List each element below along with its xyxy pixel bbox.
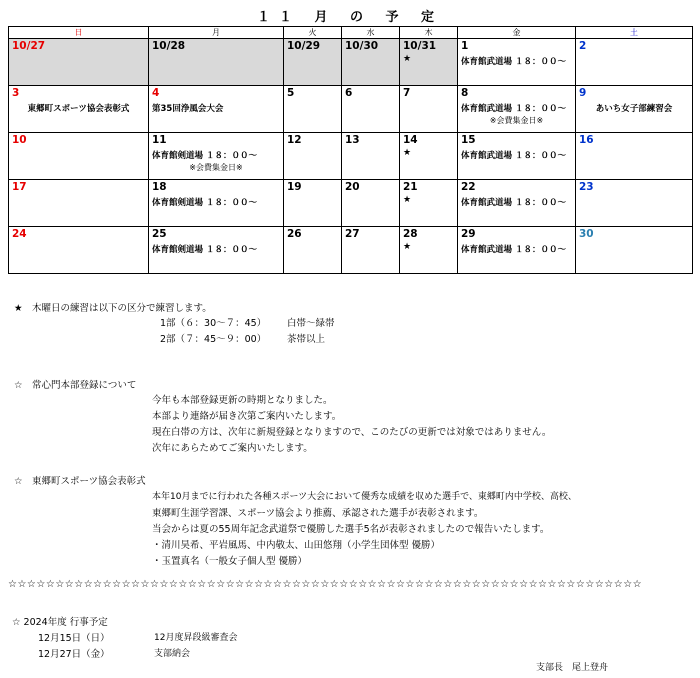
calendar-day-cell	[458, 39, 576, 86]
schedule-event: 12月度昇段級審査会	[154, 633, 238, 643]
day-event: 第35回浄風会大会	[152, 104, 224, 114]
schedule-date: 12月15日（日）	[38, 633, 110, 644]
calendar-day-cell	[149, 133, 284, 180]
day-number: 10/28	[152, 40, 186, 52]
calendar-day-cell	[9, 180, 149, 227]
day-number: 11	[152, 134, 167, 146]
calendar-day-cell	[149, 180, 284, 227]
day-number: 22	[461, 181, 476, 193]
award-line: ・清川昊希、平岩風馬、中内敬太、山田悠翔（小学生団体型 優勝）	[152, 540, 441, 551]
calendar-week-row	[9, 180, 693, 227]
day-number: 5	[287, 87, 295, 99]
joshinmon-line: 今年も本部登録更新の時期となりました。	[152, 395, 333, 406]
calendar-day-cell	[342, 227, 400, 274]
thursday-row1-time: 1部（６：30～７：45）	[160, 318, 267, 329]
calendar-day-cell	[458, 133, 576, 180]
award-line: 当会からは夏の55周年記念武道祭で優勝した選手5名が表彰されましたので報告いたします。	[152, 524, 550, 535]
calendar-day-cell	[458, 180, 576, 227]
calendar-day-cell	[576, 86, 693, 133]
joshinmon-line: 現在白帯の方は、次年に新規登録となりますので、このたびの更新では対象ではありません。	[152, 427, 552, 438]
day-number: 6	[345, 87, 353, 99]
day-number: 1	[461, 40, 469, 52]
calendar-week-row	[9, 133, 693, 180]
calendar-day-cell	[284, 227, 342, 274]
day-event: 体育館武道場 １８：００～	[461, 198, 566, 208]
day-number: 10/27	[12, 40, 46, 52]
calendar-day-cell	[342, 133, 400, 180]
day-number: 13	[345, 134, 360, 146]
practice-star-icon: ★	[403, 195, 412, 205]
calendar-day-cell	[342, 39, 400, 86]
day-number: 20	[345, 181, 360, 193]
day-number: 2	[579, 40, 587, 52]
day-number: 10/29	[287, 40, 321, 52]
practice-star-icon: ★	[403, 242, 412, 252]
calendar-day-cell	[9, 133, 149, 180]
day-number: 19	[287, 181, 302, 193]
weekday-wed: 水	[342, 27, 400, 39]
day-event: 体育館武道場 １８：００～	[461, 245, 566, 255]
weekday-thu: 木	[400, 27, 458, 39]
thursday-row2-time: 2部（７：45～９：00）	[160, 334, 267, 345]
calendar-week-row	[9, 39, 693, 86]
calendar-day-cell	[9, 39, 149, 86]
thursday-note-heading: ★ 木曜日の練習は以下の区分で練習します。	[14, 303, 212, 314]
day-number: 17	[12, 181, 27, 193]
schedule-heading: ☆ 2024年度 行事予定	[12, 617, 108, 628]
schedule-event: 支部納会	[154, 649, 191, 659]
weekday-sat: 土	[576, 27, 693, 39]
calendar-day-cell	[400, 86, 458, 133]
calendar-day-cell	[576, 180, 693, 227]
calendar-day-cell	[149, 86, 284, 133]
award-heading: ☆ 東郷町スポーツ協会表彰式	[14, 476, 146, 487]
day-event: 体育館剣道場 １８：００～	[152, 198, 257, 208]
joshinmon-heading: ☆ 常心門本部登録について	[14, 380, 137, 391]
day-number: 18	[152, 181, 167, 193]
award-line: 東郷町生涯学習課、スポーツ協会より推薦、承認された選手が表彰されます。	[152, 508, 484, 519]
day-event: 体育館剣道場 １８：００～	[152, 151, 257, 161]
calendar-day-cell	[458, 227, 576, 274]
day-number: 25	[152, 228, 167, 240]
practice-star-icon: ★	[403, 148, 412, 158]
calendar-day-cell	[284, 133, 342, 180]
day-number: 23	[579, 181, 594, 193]
day-number: 10	[12, 134, 27, 146]
calendar-day-cell	[400, 39, 458, 86]
calendar-day-cell	[149, 227, 284, 274]
day-number: 8	[461, 87, 469, 99]
calendar-day-cell	[400, 133, 458, 180]
day-note: ※会費集金日※	[489, 116, 544, 125]
calendar-day-cell	[576, 133, 693, 180]
weekday-sun: 日	[9, 27, 149, 39]
calendar-day-cell	[149, 39, 284, 86]
calendar-day-cell	[400, 180, 458, 227]
schedule-date: 12月27日（金）	[38, 649, 110, 660]
calendar-day-cell	[342, 180, 400, 227]
day-number: 30	[579, 228, 594, 240]
day-number: 26	[287, 228, 302, 240]
day-note: ※会費集金日※	[189, 163, 243, 172]
day-event: 東郷町スポーツ協会表彰式	[27, 104, 130, 114]
day-number: 12	[287, 134, 302, 146]
joshinmon-line: 次年にあらためてご案内いたします。	[152, 443, 313, 454]
thursday-row1-level: 白帯～緑帯	[287, 318, 335, 329]
day-number: 14	[403, 134, 418, 146]
star-divider: ☆☆☆☆☆☆☆☆☆☆☆☆☆☆☆☆☆☆☆☆☆☆☆☆☆☆☆☆☆☆☆☆☆☆☆☆☆☆☆☆☆☆☆☆☆☆☆☆☆☆☆☆☆☆☆☆☆☆☆☆☆☆☆☆☆☆☆	[8, 579, 643, 590]
day-number: 21	[403, 181, 418, 193]
calendar-day-cell	[342, 86, 400, 133]
calendar-day-cell	[284, 180, 342, 227]
day-number: 10/30	[345, 40, 379, 52]
calendar-day-cell	[458, 86, 576, 133]
weekday-tue: 火	[284, 27, 342, 39]
joshinmon-line: 本部より連絡が届き次第ご案内いたします。	[152, 411, 342, 422]
day-number: 9	[579, 87, 587, 99]
day-number: 15	[461, 134, 476, 146]
day-event: あいち女子部練習会	[595, 104, 673, 114]
calendar-day-cell	[576, 39, 693, 86]
day-number: 10/31	[403, 40, 437, 52]
thursday-row2-level: 茶帯以上	[287, 334, 326, 345]
calendar-day-cell	[400, 227, 458, 274]
calendar-day-cell	[9, 227, 149, 274]
day-number: 28	[403, 228, 418, 240]
calendar-week-row	[9, 86, 693, 133]
calendar-day-cell	[284, 39, 342, 86]
calendar-day-cell	[9, 86, 149, 133]
weekday-header-row	[9, 27, 693, 39]
day-number: 27	[345, 228, 360, 240]
day-number: 3	[12, 87, 20, 99]
day-event: 体育館武道場 １８：００～	[461, 57, 566, 67]
day-number: 16	[579, 134, 594, 146]
calendar-day-cell	[284, 86, 342, 133]
day-number: 29	[461, 228, 476, 240]
practice-star-icon: ★	[403, 54, 412, 64]
award-line: 本年10月までに行われた各種スポーツ大会において優秀な成績を収めた選手で、東郷町内中学校、高校、	[152, 492, 577, 502]
day-number: 24	[12, 228, 27, 240]
page-title: １１ 月 の 予 定	[256, 10, 444, 25]
day-event: 体育館武道場 １８：００～	[461, 151, 566, 161]
calendar-table	[8, 26, 693, 274]
signature: 支部長 尾上登舟	[536, 663, 609, 673]
day-number: 7	[403, 87, 411, 99]
day-event: 体育館武道場 １８：００～	[461, 104, 566, 114]
calendar-day-cell	[576, 227, 693, 274]
calendar-week-row	[9, 227, 693, 274]
day-event: 体育館剣道場 １８：００～	[152, 245, 257, 255]
award-line: ・玉置真名（一般女子個人型 優勝）	[152, 556, 308, 567]
weekday-mon: 月	[149, 27, 284, 39]
day-number: 4	[152, 87, 160, 99]
weekday-fri: 金	[458, 27, 576, 39]
